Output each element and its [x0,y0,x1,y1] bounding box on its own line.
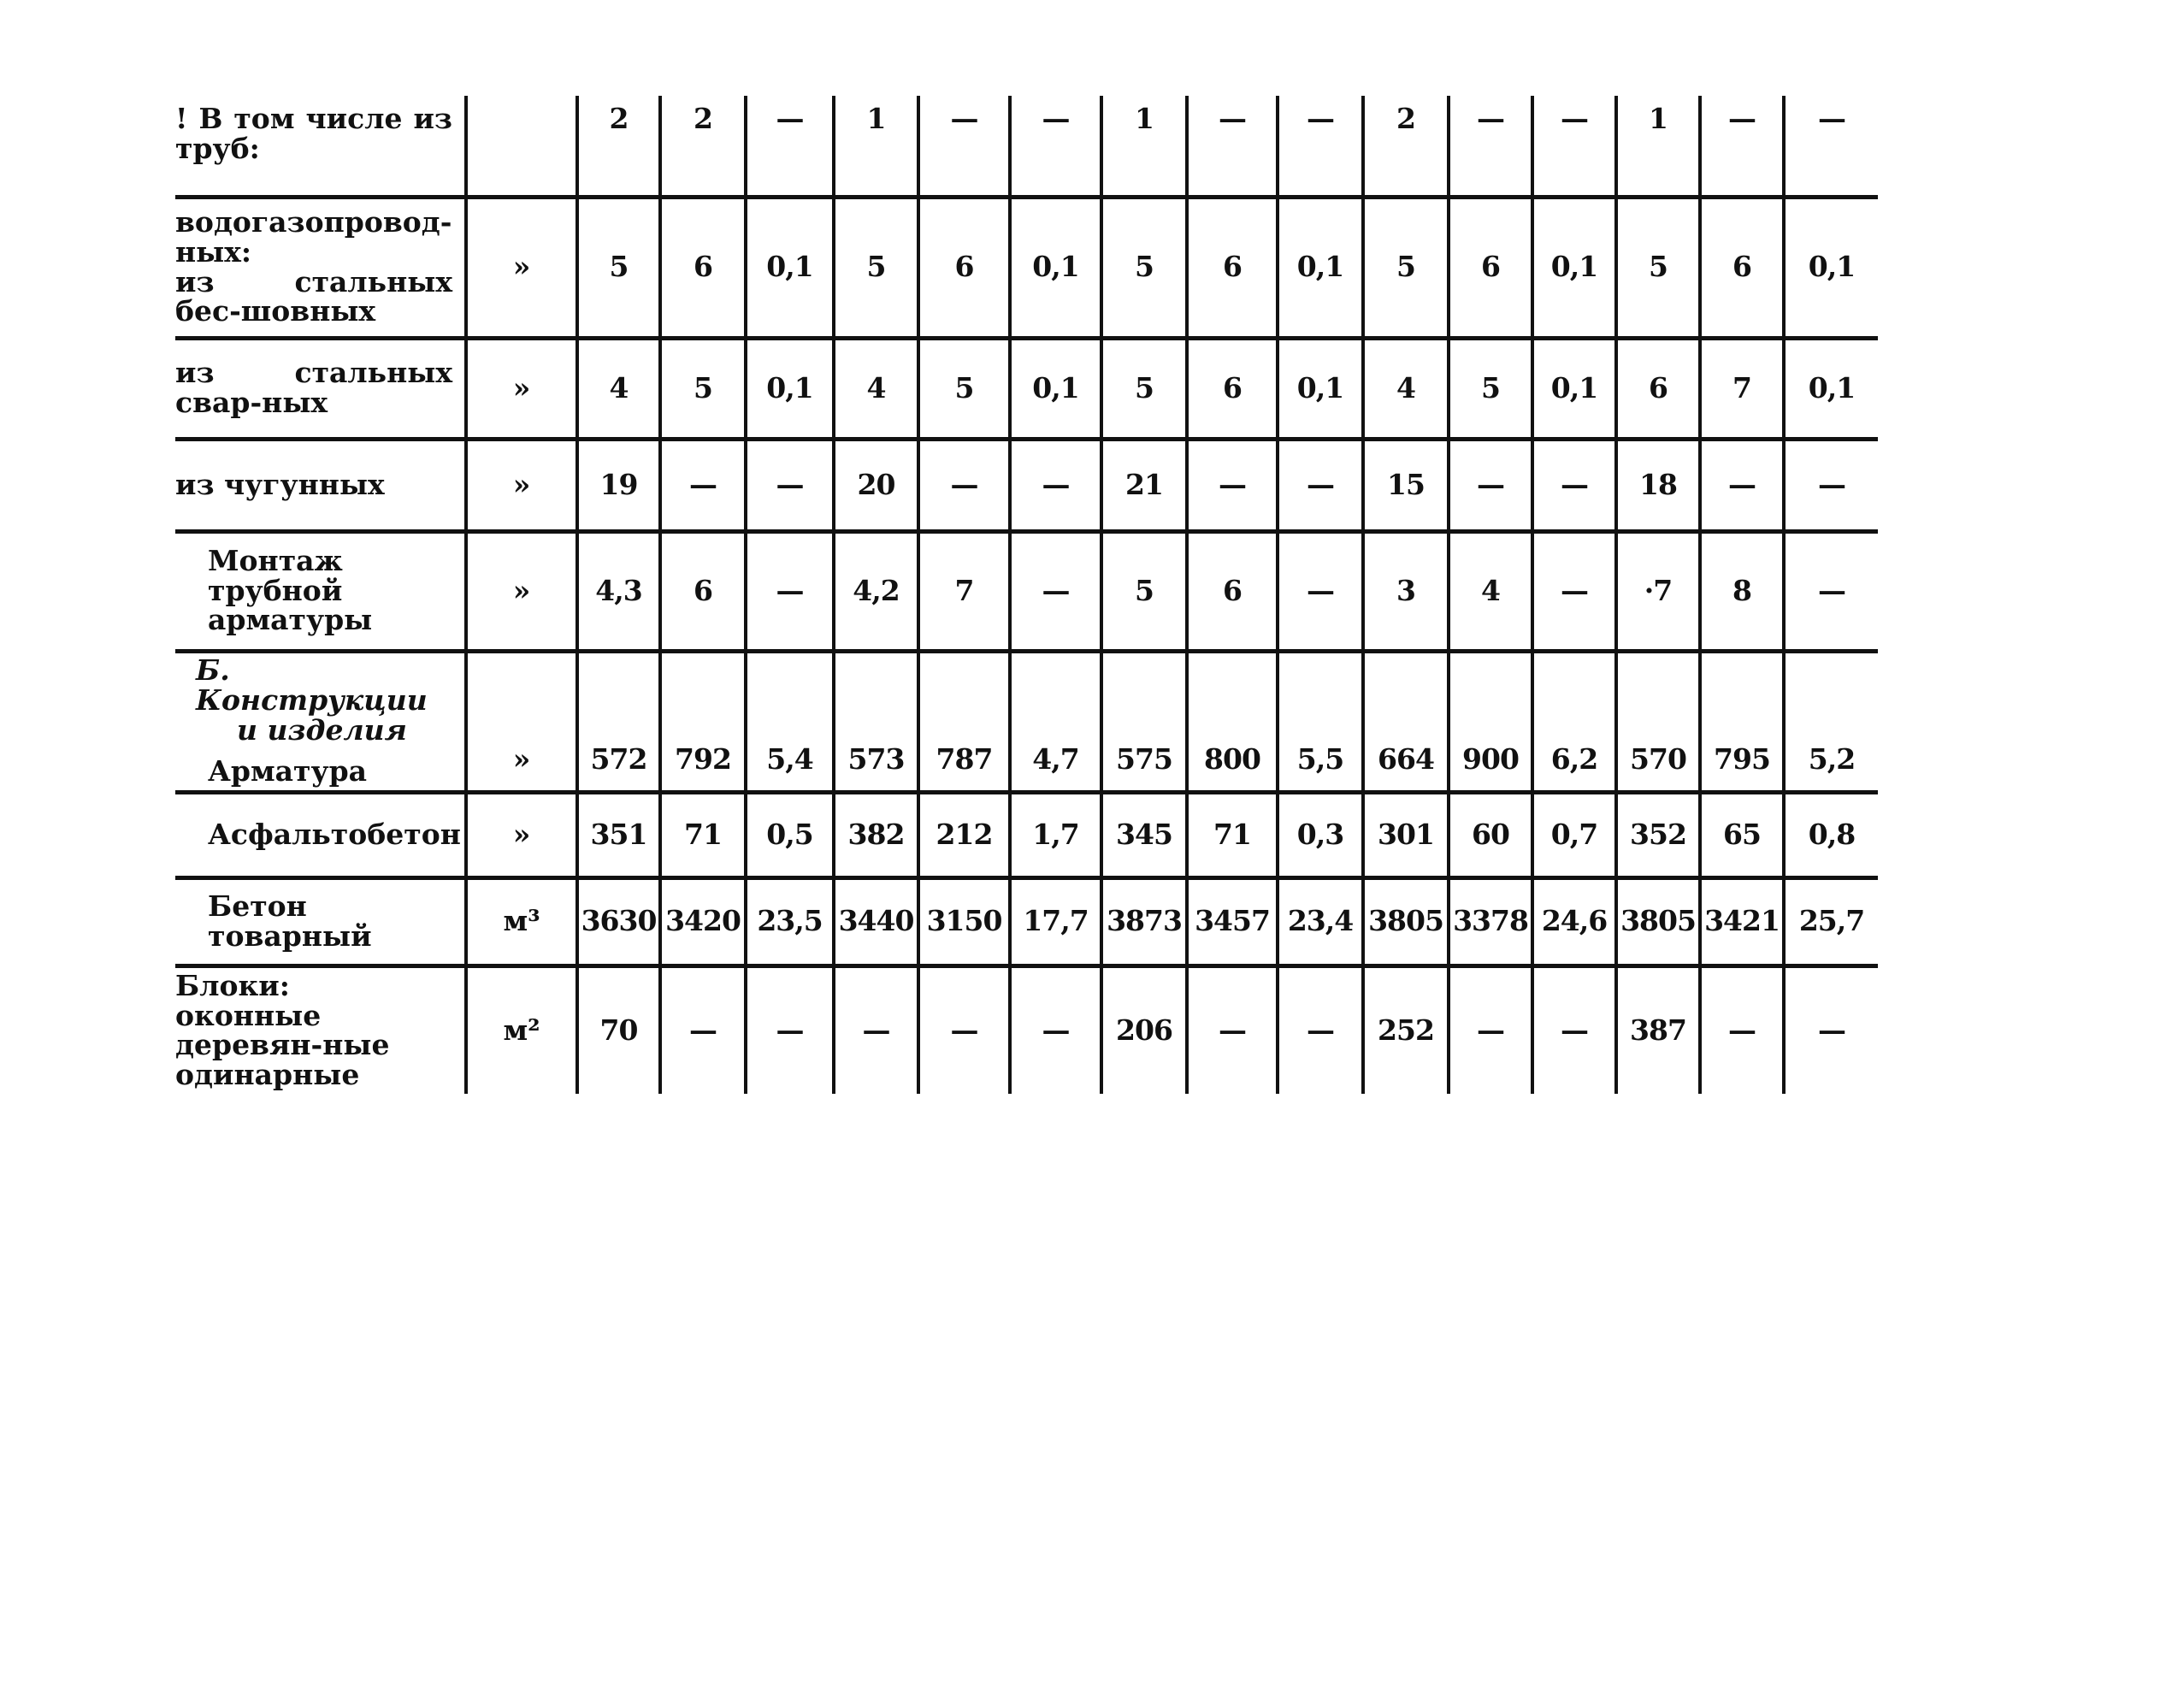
value-cell: 6 [660,197,746,338]
table-row [175,651,1878,792]
value-cell: 65 [1700,792,1784,877]
value-cell: 5 [918,338,1010,439]
value-cell: 352 [1616,792,1700,877]
value-cell: 0,7 [1532,792,1616,877]
value-cell: 3630 [577,877,660,966]
table-row [175,966,1878,1094]
value-cell: — [1278,966,1363,1094]
value-cell: — [1700,966,1784,1094]
value-cell: 70 [577,966,660,1094]
value-cell: ·7 [1616,531,1700,651]
value-cell: 0,3 [1278,792,1363,877]
table-row [175,439,1878,531]
value-cell: 3 [1363,531,1449,651]
row-label: из чугунных [175,467,385,501]
unit-cell: » [466,439,577,531]
unit-cell: » [466,651,577,792]
document-page [175,96,1971,1094]
value-cell: 6 [1449,197,1532,338]
value-cell: — [1187,96,1278,197]
value-cell: 0,1 [1532,338,1616,439]
value-cell: 5,5 [1278,651,1363,792]
row-label: ! В том числе из труб: [175,102,452,165]
value-cell: 572 [577,651,660,792]
value-cell: 795 [1700,651,1784,792]
value-cell: 0,1 [746,338,834,439]
value-cell: — [918,966,1010,1094]
value-cell: 345 [1101,792,1187,877]
value-cell: 787 [918,651,1010,792]
row-label: Асфальтобетон [208,817,461,851]
row-label: из стальных свар-ных [175,356,452,419]
value-cell: 0,1 [746,197,834,338]
value-cell: 4 [1363,338,1449,439]
value-cell: 2 [660,96,746,197]
value-cell: 7 [918,531,1010,651]
value-cell: — [1278,439,1363,531]
value-cell: 5 [1101,197,1187,338]
table-row [175,792,1878,877]
value-cell: 5 [577,197,660,338]
value-cell: — [746,439,834,531]
value-cell: — [1010,96,1101,197]
value-cell: 301 [1363,792,1449,877]
value-cell: — [918,439,1010,531]
value-cell: 7 [1700,338,1784,439]
value-cell: 0,1 [1010,197,1101,338]
value-cell: 0,5 [746,792,834,877]
value-cell: 5 [1449,338,1532,439]
unit-cell [466,96,577,197]
row-label-cell [175,338,466,439]
value-cell: — [746,96,834,197]
value-cell: — [1700,96,1784,197]
value-cell: — [1532,531,1616,651]
value-cell: — [1784,531,1878,651]
value-cell: 5 [1101,338,1187,439]
value-cell: 5 [660,338,746,439]
value-cell: 60 [1449,792,1532,877]
value-cell: 71 [660,792,746,877]
value-cell: 3378 [1449,877,1532,966]
value-cell: 17,7 [1010,877,1101,966]
value-cell: 5 [1101,531,1187,651]
value-cell: 575 [1101,651,1187,792]
unit-cell: » [466,338,577,439]
row-label: Блоки: [175,968,290,1002]
value-cell: — [746,966,834,1094]
value-cell: 71 [1187,792,1278,877]
value-cell: 900 [1449,651,1532,792]
value-cell: — [1449,966,1532,1094]
value-cell: 23,5 [746,877,834,966]
value-cell: 3440 [834,877,918,966]
value-cell: 0,1 [1784,197,1878,338]
unit-cell: » [466,792,577,877]
value-cell: 23,4 [1278,877,1363,966]
value-cell: 3150 [918,877,1010,966]
value-cell: — [660,439,746,531]
value-cell: — [1449,96,1532,197]
value-cell: 0,8 [1784,792,1878,877]
unit-cell: м³ [466,877,577,966]
value-cell: 6 [1700,197,1784,338]
row-label-cell [175,531,466,651]
value-cell: — [918,96,1010,197]
value-cell: 3805 [1616,877,1700,966]
materials-table [175,96,1878,1094]
value-cell: 20 [834,439,918,531]
value-cell: — [1784,439,1878,531]
row-label-cell [175,966,466,1094]
value-cell: 24,6 [1532,877,1616,966]
row-label-sub: оконные деревян-ные одинарные [175,998,390,1091]
row-label: водогазопровод-ных: [175,205,452,269]
table-row [175,531,1878,651]
value-cell: 206 [1101,966,1187,1094]
value-cell: 5 [1363,197,1449,338]
value-cell: 18 [1616,439,1700,531]
value-cell: — [660,966,746,1094]
value-cell: — [1449,439,1532,531]
unit-cell: » [466,531,577,651]
value-cell: — [1700,439,1784,531]
value-cell: 8 [1700,531,1784,651]
row-label-cell [175,96,466,197]
value-cell: 1,7 [1010,792,1101,877]
value-cell: 0,1 [1532,197,1616,338]
value-cell: 4,7 [1010,651,1101,792]
value-cell: 1 [834,96,918,197]
value-cell: 3420 [660,877,746,966]
value-cell: 3421 [1700,877,1784,966]
value-cell: 212 [918,792,1010,877]
value-cell: — [1010,439,1101,531]
value-cell: 573 [834,651,918,792]
row-label: Монтаж трубной арматуры [208,544,373,637]
table-row [175,877,1878,966]
row-label-cell [175,792,466,877]
section-heading-cont: и изделия [237,712,407,747]
value-cell: 0,1 [1278,338,1363,439]
value-cell: — [1532,439,1616,531]
value-cell: 4 [577,338,660,439]
value-cell: 1 [1101,96,1187,197]
value-cell: — [1010,531,1101,651]
row-label-sub: из стальных бес-шовных [175,264,452,328]
value-cell: 6 [1616,338,1700,439]
value-cell: 6 [1187,338,1278,439]
table-row [175,197,1878,338]
value-cell: 1 [1616,96,1700,197]
value-cell: 25,7 [1784,877,1878,966]
value-cell: — [1278,531,1363,651]
value-cell: 570 [1616,651,1700,792]
value-cell: 19 [577,439,660,531]
value-cell: 800 [1187,651,1278,792]
row-label-cell [175,877,466,966]
value-cell: — [1532,96,1616,197]
value-cell: 792 [660,651,746,792]
table-row [175,96,1878,197]
value-cell: 387 [1616,966,1700,1094]
value-cell: — [1532,966,1616,1094]
value-cell: 3457 [1187,877,1278,966]
value-cell: 0,1 [1010,338,1101,439]
section-heading: Б. Конструкции [196,653,428,717]
row-label-cell [175,439,466,531]
value-cell: 2 [577,96,660,197]
value-cell: 5 [834,197,918,338]
value-cell: 664 [1363,651,1449,792]
unit-cell: м² [466,966,577,1094]
row-label-cell [175,197,466,338]
value-cell: — [1187,966,1278,1094]
table-row [175,338,1878,439]
row-label-cell [175,651,466,792]
value-cell: 351 [577,792,660,877]
value-cell: 4 [834,338,918,439]
value-cell: 4 [1449,531,1532,651]
value-cell: — [1278,96,1363,197]
value-cell: 21 [1101,439,1187,531]
value-cell: 6 [1187,197,1278,338]
value-cell: 4,3 [577,531,660,651]
value-cell: 4,2 [834,531,918,651]
value-cell: 0,1 [1278,197,1363,338]
value-cell: 5 [1616,197,1700,338]
value-cell: 2 [1363,96,1449,197]
value-cell: 6 [918,197,1010,338]
value-cell: 6 [1187,531,1278,651]
value-cell: — [1010,966,1101,1094]
value-cell: 3873 [1101,877,1187,966]
value-cell: 252 [1363,966,1449,1094]
row-label: Арматура [208,754,368,788]
value-cell: 0,1 [1784,338,1878,439]
value-cell: 382 [834,792,918,877]
value-cell: 3805 [1363,877,1449,966]
value-cell: — [1784,96,1878,197]
value-cell: — [834,966,918,1094]
value-cell: 6,2 [1532,651,1616,792]
value-cell: — [1187,439,1278,531]
value-cell: — [746,531,834,651]
row-label: Бетон товарный [208,889,372,953]
value-cell: — [1784,966,1878,1094]
value-cell: 15 [1363,439,1449,531]
unit-cell: » [466,197,577,338]
value-cell: 6 [660,531,746,651]
value-cell: 5,4 [746,651,834,792]
value-cell: 5,2 [1784,651,1878,792]
